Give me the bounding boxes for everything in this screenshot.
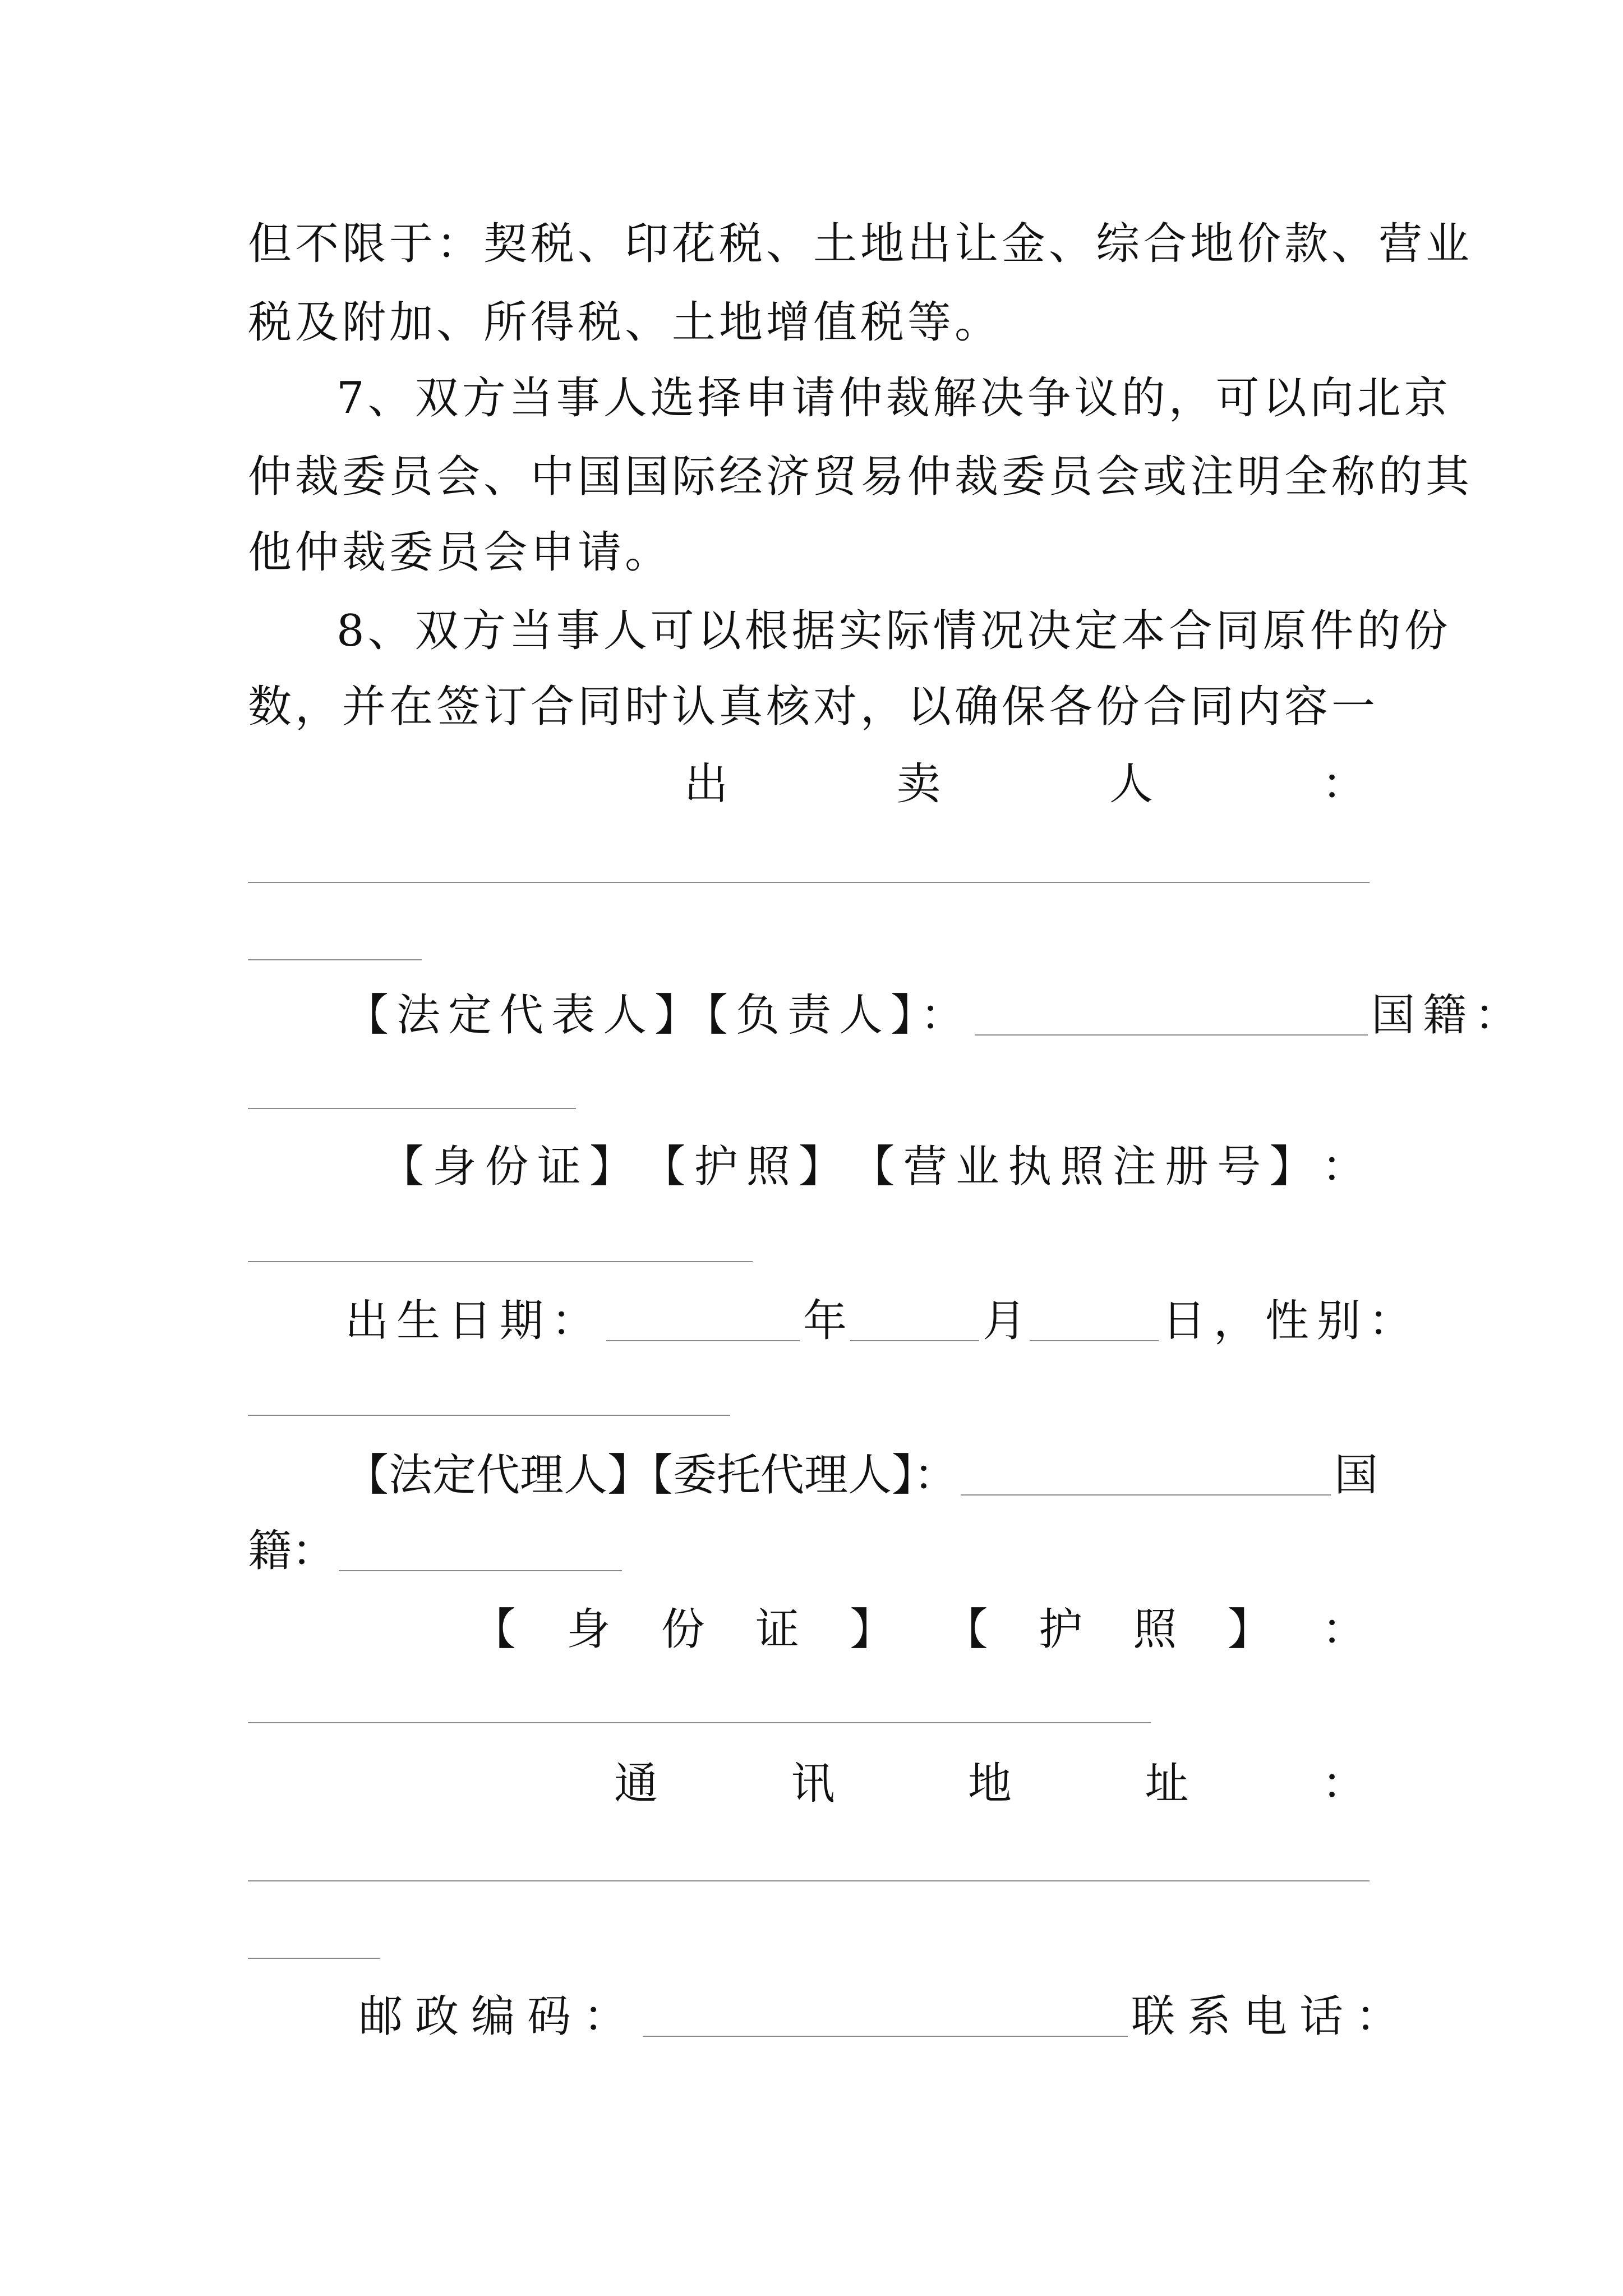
address-field[interactable] xyxy=(248,1880,1370,1881)
year-label: 年 xyxy=(803,1296,847,1346)
agent-nationality-field[interactable] xyxy=(339,1531,622,1571)
nationality-label: 国籍： xyxy=(1371,990,1527,1041)
agent-nationality-row xyxy=(248,1523,625,1579)
postal-row xyxy=(359,1989,1412,2045)
agent-id-char: 【 xyxy=(944,1604,988,1655)
address-label xyxy=(614,1756,1366,1812)
agent-id-number-field[interactable] xyxy=(248,1722,1151,1723)
id-type-char: 注 xyxy=(1112,1142,1156,1192)
seller-char: 卖 xyxy=(896,759,940,809)
gender-field[interactable] xyxy=(248,1415,730,1416)
seller-label xyxy=(684,756,1366,812)
paragraph-7-line-2: 仲裁委员会、中国国际经济贸易仲裁委员会或注明全称的其 xyxy=(248,452,1473,502)
agent-nationality-label-start: 国 xyxy=(1334,1450,1378,1501)
postal-code-label: 邮政编码： xyxy=(359,1991,640,2042)
id-type-char: 份 xyxy=(485,1142,529,1192)
address-char: 址 xyxy=(1145,1759,1189,1809)
id-type-char: 照 xyxy=(746,1142,790,1192)
id-type-char: 【 xyxy=(851,1142,895,1192)
legal-rep-name-field[interactable] xyxy=(975,995,1368,1036)
id-type-char: 证 xyxy=(537,1142,581,1192)
paragraph-7-line-1: 7、双方当事人选择申请仲裁解决争议的，可以向北京 xyxy=(336,373,1451,424)
day-gender-label: 日，性别： xyxy=(1162,1296,1421,1346)
birth-day-field[interactable] xyxy=(1030,1301,1159,1341)
id-type-char: 号 xyxy=(1217,1142,1261,1192)
month-label: 月 xyxy=(983,1296,1027,1346)
id-type-char: 【 xyxy=(380,1142,425,1192)
address-char: 地 xyxy=(967,1759,1012,1809)
birth-month-field[interactable] xyxy=(850,1301,979,1341)
paragraph-7-line-3: 他仲裁委员会申请。 xyxy=(248,527,672,578)
birth-row xyxy=(345,1293,1420,1349)
agent-label: 【法定代理人】【委托代理人】： xyxy=(345,1450,958,1501)
birth-year-field[interactable] xyxy=(606,1301,800,1341)
seller-char: ： xyxy=(1321,759,1366,809)
agent-id-char: 护 xyxy=(1038,1604,1082,1655)
paragraph-6-line-2: 税及附加、所得税、土地增值税等。 xyxy=(248,297,1002,348)
seller-name-field[interactable] xyxy=(248,882,1370,883)
address-char: 通 xyxy=(614,1759,658,1809)
legal-rep-nationality-field[interactable] xyxy=(248,1108,576,1109)
id-type-char: 册 xyxy=(1164,1142,1209,1192)
paragraph-6-line-1: 但不限于：契税、印花税、土地出让金、综合地价款、营业 xyxy=(248,219,1473,269)
legal-rep-label: 【法定代表人】【负责人】： xyxy=(345,990,972,1041)
agent-id-char: 【 xyxy=(472,1604,517,1655)
birth-date-label: 出生日期： xyxy=(345,1296,603,1346)
seller-char: 出 xyxy=(684,759,728,809)
id-type-char: 执 xyxy=(1008,1142,1052,1192)
address-char: ： xyxy=(1321,1759,1366,1809)
agent-id-char: 身 xyxy=(566,1604,611,1655)
agent-id-char: 】 xyxy=(850,1604,894,1655)
legal-rep-row xyxy=(345,987,1526,1043)
id-type-char: 业 xyxy=(955,1142,999,1192)
id-type-char: 身 xyxy=(432,1142,477,1192)
id-type-char: 】 xyxy=(799,1142,843,1192)
seller-name-field-continued[interactable] xyxy=(248,959,422,960)
seller-char: 人 xyxy=(1109,759,1153,809)
agent-id-char: 照 xyxy=(1133,1604,1177,1655)
id-type-char: 】 xyxy=(1269,1142,1313,1192)
id-type-char: 护 xyxy=(694,1142,738,1192)
phone-label: 联系电话： xyxy=(1131,1991,1412,2042)
id-number-field[interactable] xyxy=(248,1261,753,1262)
id-type-label xyxy=(380,1139,1366,1195)
agent-id-char: ： xyxy=(1321,1604,1366,1655)
agent-id-type-label xyxy=(472,1602,1366,1658)
agent-row xyxy=(345,1447,1378,1503)
postal-code-field[interactable] xyxy=(643,1996,1128,2037)
agent-nationality-label-end: 籍： xyxy=(248,1526,336,1576)
id-type-char: ： xyxy=(1321,1142,1366,1192)
agent-id-char: 】 xyxy=(1227,1604,1271,1655)
paragraph-8-line-2: 数，并在签订合同时认真核对，以确保各份合同内容一 xyxy=(248,682,1379,732)
id-type-char: 营 xyxy=(903,1142,947,1192)
address-char: 讯 xyxy=(791,1759,835,1809)
id-type-char: 【 xyxy=(642,1142,686,1192)
id-type-char: 照 xyxy=(1060,1142,1104,1192)
agent-id-char: 份 xyxy=(661,1604,705,1655)
agent-id-char: 证 xyxy=(755,1604,799,1655)
agent-name-field[interactable] xyxy=(961,1455,1331,1496)
paragraph-8-line-1: 8、双方当事人可以根据实际情况决定本合同原件的份 xyxy=(336,606,1451,656)
address-field-continued[interactable] xyxy=(248,1958,380,1959)
id-type-char: 】 xyxy=(589,1142,634,1192)
